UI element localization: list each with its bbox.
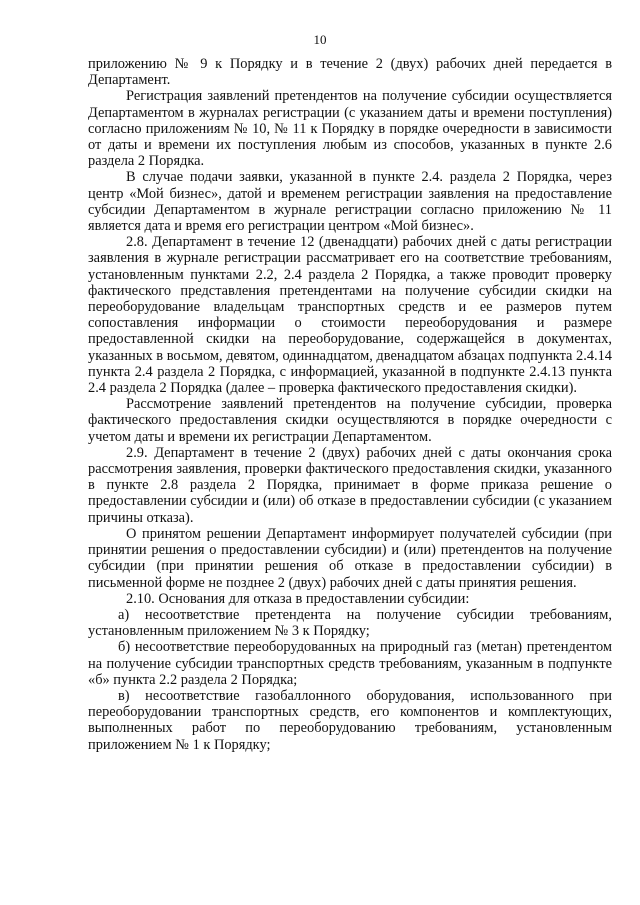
- list-item-a: а) несоответствие претендента на получение субсидии требованиям, установленным приложением № 3 к Порядку;: [88, 606, 612, 640]
- paragraph-2-9: 2.9. Департамент в течение 2 (двух) рабочих дней с даты окончания срока рассмотрения заявления, проверки фактического предоставления скидки, указанного в пункте 2.8 раздела 2 Порядка, принимает в форме приказа решение о предоставлении субсидии и (или) об отказе в предоставлении субсидии (с указанием причины отказа).: [88, 444, 612, 526]
- paragraph-my-business: В случае подачи заявки, указанной в пункте 2.4. раздела 2 Порядка, через центр «Мой бизнес», датой и временем регистрации заявления на предоставление субсидии Департаментом в журнале регистрации согласно приложению № 11 является дата и время его регистрации центром «Мой бизнес».: [88, 169, 612, 235]
- paragraph-review-order: Рассмотрение заявлений претендентов на получение субсидии, проверка фактического предоставления скидки осуществляются в порядке очередности с учетом даты и времени их регистрации Департаментом.: [88, 396, 612, 445]
- list-item-v: в) несоответствие газобаллонного оборудования, использованного при переоборудовании транспортных средств, его компонентов и комплектующих, выполненных работ по переоборудованию требованиям, установленным приложением № 1 к Порядку;: [88, 687, 612, 753]
- list-item-b: б) несоответствие переоборудованных на природный газ (метан) претендентом на получение субсидии транспортных средств требованиям, указанным в подпункте «б» пункта 2.2 раздела 2 Порядка;: [88, 639, 612, 688]
- paragraph-notification: О принятом решении Департамент информирует получателей субсидии (при принятии решения о предоставлении субсидии) и (или) претендентов на получение субсидии (при принятии решения об отказе в предоставлении субсидии) в письменной форме не позднее 2 (двух) рабочих дней с даты принятия решения.: [88, 525, 612, 591]
- document-body: [88, 56, 612, 753]
- paragraph-2-8: 2.8. Департамент в течение 12 (двенадцати) рабочих дней с даты регистрации заявления в журнале регистрации рассматривает его на соответствие требованиям, установленным пунктами 2.2, 2.4 раздела 2 Порядка, а также проводит проверку фактического представления претендентами на получение субсидии скидки на переоборудование владельцам транспортных средств и ее размеров путем сопоставления информации о стоимости переоборудования и размере предоставленной скидки на переоборудование, содержащейся в документах, указанных в восьмом, девятом, одиннадцатом, двенадцатом абзацах подпункта 2.4.14 пункта 2.4 раздела 2 Порядка, с информацией, указанной в подпункте 2.4.13 пункта 2.4 раздела 2 Порядка (далее – проверка фактического предоставления скидки).: [88, 234, 612, 397]
- paragraph-registration: Регистрация заявлений претендентов на получение субсидии осуществляется Департаментом в журналах регистрации (с указанием даты и времени поступления) согласно приложениям № 10, № 11 к Порядку в порядке очередности в зависимости от даты и времени их поступления любым из способов, указанных в пункте 2.6 раздела 2 Порядка.: [88, 88, 612, 170]
- paragraph-continuation: приложению № 9 к Порядку и в течение 2 (двух) рабочих дней передается в Департамент.: [88, 56, 612, 89]
- paragraph-2-10: 2.10. Основания для отказа в предоставлении субсидии:: [126, 590, 470, 607]
- page-number: 10: [313, 32, 327, 47]
